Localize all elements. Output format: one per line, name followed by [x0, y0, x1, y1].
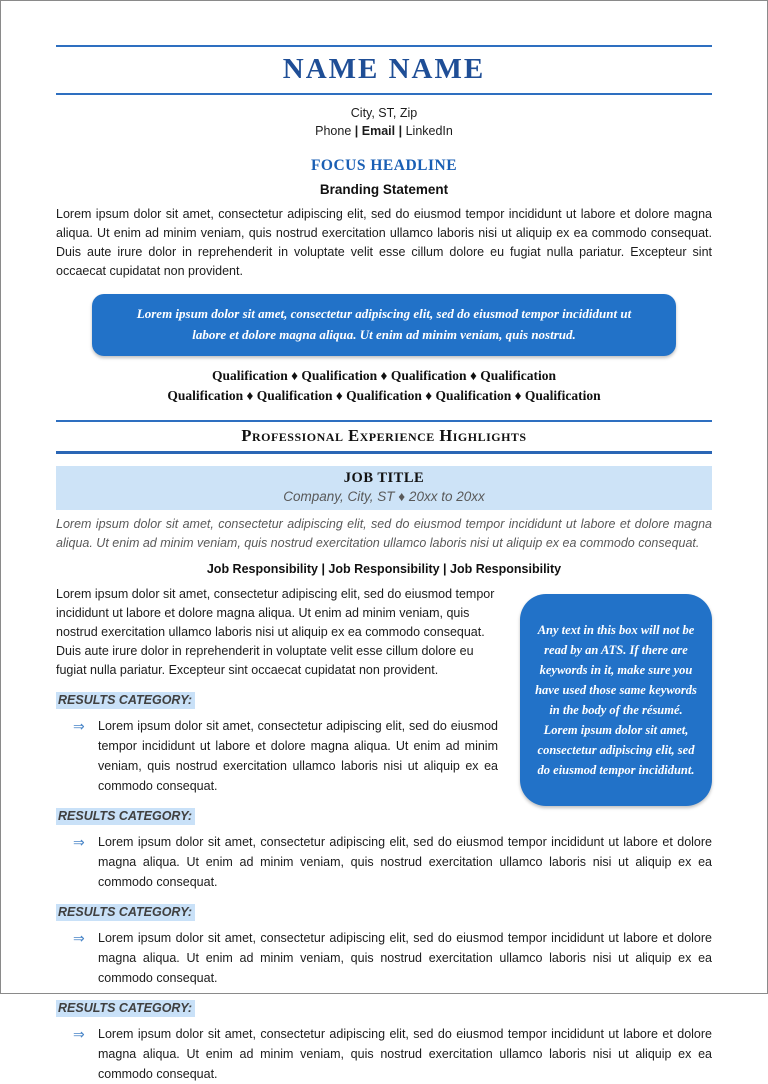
qualifications-line-2: Qualification ♦ Qualification ♦ Qualification ♦ Qualification ♦ Qualification [167, 388, 601, 403]
experience-body [56, 585, 712, 1084]
qualifications-line-1: Qualification ♦ Qualification ♦ Qualification ♦ Qualification [212, 368, 556, 383]
branding-statement: Branding Statement [319, 182, 449, 197]
candidate-name: NAME NAME [282, 53, 486, 85]
results-category-label: RESULTS CATEGORY: [56, 1000, 195, 1017]
company-line: Company, City, ST ♦ 20xx to 20xx [283, 489, 485, 504]
section-title: Professional Experience Highlights [241, 426, 527, 445]
ats-note-text: Any text in this box will not be read by an ATS. If there are keywords in it, make sure you have used those same keywords in the body of the résumé. Lorem ipsum dolor sit amet, consectetur adipiscing elit, sed do eiusmod tempor incididunt. [535, 623, 697, 777]
section-bottom-rule [56, 451, 712, 454]
summary-callout-box [92, 294, 676, 356]
results-bullet-text: Lorem ipsum dolor sit amet, consectetur adipiscing elit, sed do eiusmod tempor incididunt ut labore et dolore magna aliqua. Ut enim ad minim veniam, quis nostrud exercitation ullamco laboris nisi ut aliquip ex ea commodo consequat. [98, 835, 712, 889]
job-title: JOB TITLE [343, 470, 425, 486]
results-category-label: RESULTS CATEGORY: [56, 692, 195, 709]
results-bullet-text: Lorem ipsum dolor sit amet, consectetur adipiscing elit, sed do eiusmod tempor incididunt ut labore et dolore magna aliqua. Ut enim ad minim veniam, quis nostrud exercitation ullamco laboris nisi ut aliquip ex ea commodo consequat. [98, 1027, 712, 1081]
contact-email-link[interactable]: Email [361, 124, 396, 138]
arrow-bullet-icon: ⇒ [73, 1026, 85, 1042]
job-responsibilities-line: Job Responsibility | Job Responsibility | Job Responsibility [206, 562, 562, 576]
results-category-label: RESULTS CATEGORY: [56, 904, 195, 921]
results-bullet-text: Lorem ipsum dolor sit amet, consectetur adipiscing elit, sed do eiusmod tempor incididunt ut labore et dolore magna aliqua. Ut enim ad minim veniam, quis nostrud exercitation ullamco laboris nisi ut aliquip ex ea commodo consequat. [98, 719, 498, 793]
contact-phone: Phone [315, 124, 352, 138]
contact-separator: | [398, 124, 403, 138]
arrow-bullet-icon: ⇒ [73, 718, 85, 734]
results-section-2 [56, 807, 712, 825]
results-section-3 [56, 903, 712, 921]
results-bullet-1 [56, 716, 712, 796]
job-intro-paragraph: Lorem ipsum dolor sit amet, consectetur adipiscing elit, sed do eiusmod tempor incididunt ut labore et dolore magna aliqua. Ut enim ad minim veniam, quis nostrud exercitation ullamco laboris nisi ut aliquip ex ea commodo consequat. [56, 517, 712, 550]
contact-location: City, ST, Zip [350, 106, 418, 120]
results-bullet-text: Lorem ipsum dolor sit amet, consectetur adipiscing elit, sed do eiusmod tempor incididunt ut labore et dolore magna aliqua. Ut enim ad minim veniam, quis nostrud exercitation ullamco laboris nisi ut aliquip ex ea commodo consequat. [98, 931, 712, 985]
results-bullet-2 [56, 832, 712, 892]
job-description-paragraph: Lorem ipsum dolor sit amet, consectetur adipiscing elit, sed do eiusmod tempor incididunt ut labore et dolore magna aliqua. Ut enim ad minim veniam, quis nostrud exercitation ullamco laboris nisi ut aliquip ex ea commodo consequat. Duis aute irure dolor in reprehenderit in voluptate velit esse cillum dolore eu fugiat nulla pariatur. Excepteur sint occaecat cupidatat non provident. [56, 587, 495, 677]
header-top-rule [56, 45, 712, 47]
results-section-4 [56, 999, 712, 1017]
contact-linkedin-link[interactable]: LinkedIn [405, 124, 453, 138]
header-bottom-rule [56, 93, 712, 95]
arrow-bullet-icon: ⇒ [73, 834, 85, 850]
focus-headline: FOCUS HEADLINE [310, 157, 458, 174]
results-category-label: RESULTS CATEGORY: [56, 808, 195, 825]
job-title-band [56, 466, 712, 510]
summary-callout-text: Lorem ipsum dolor sit amet, consectetur adipiscing elit, sed do eiusmod tempor incididunt ut labore et dolore magna aliqua. Ut enim ad minim veniam, quis nostrud. [136, 306, 632, 342]
contact-links-line [56, 122, 712, 140]
qualifications-list [56, 366, 712, 406]
results-bullet-4 [56, 1024, 712, 1084]
contact-block [56, 104, 712, 140]
contact-separator: | [354, 124, 359, 138]
summary-paragraph: Lorem ipsum dolor sit amet, consectetur adipiscing elit, sed do eiusmod tempor incididunt ut labore et dolore magna aliqua. Ut enim ad minim veniam, quis nostrud exercitation ullamco laboris nisi ut aliquip ex ea commodo consequat. Duis aute irure dolor in reprehenderit in voluptate velit esse cillum dolore eu fugiat nulla pariatur. Excepteur sint occaecat cupidatat non provident. [56, 207, 712, 278]
results-bullet-3 [56, 928, 712, 988]
arrow-bullet-icon: ⇒ [73, 930, 85, 946]
